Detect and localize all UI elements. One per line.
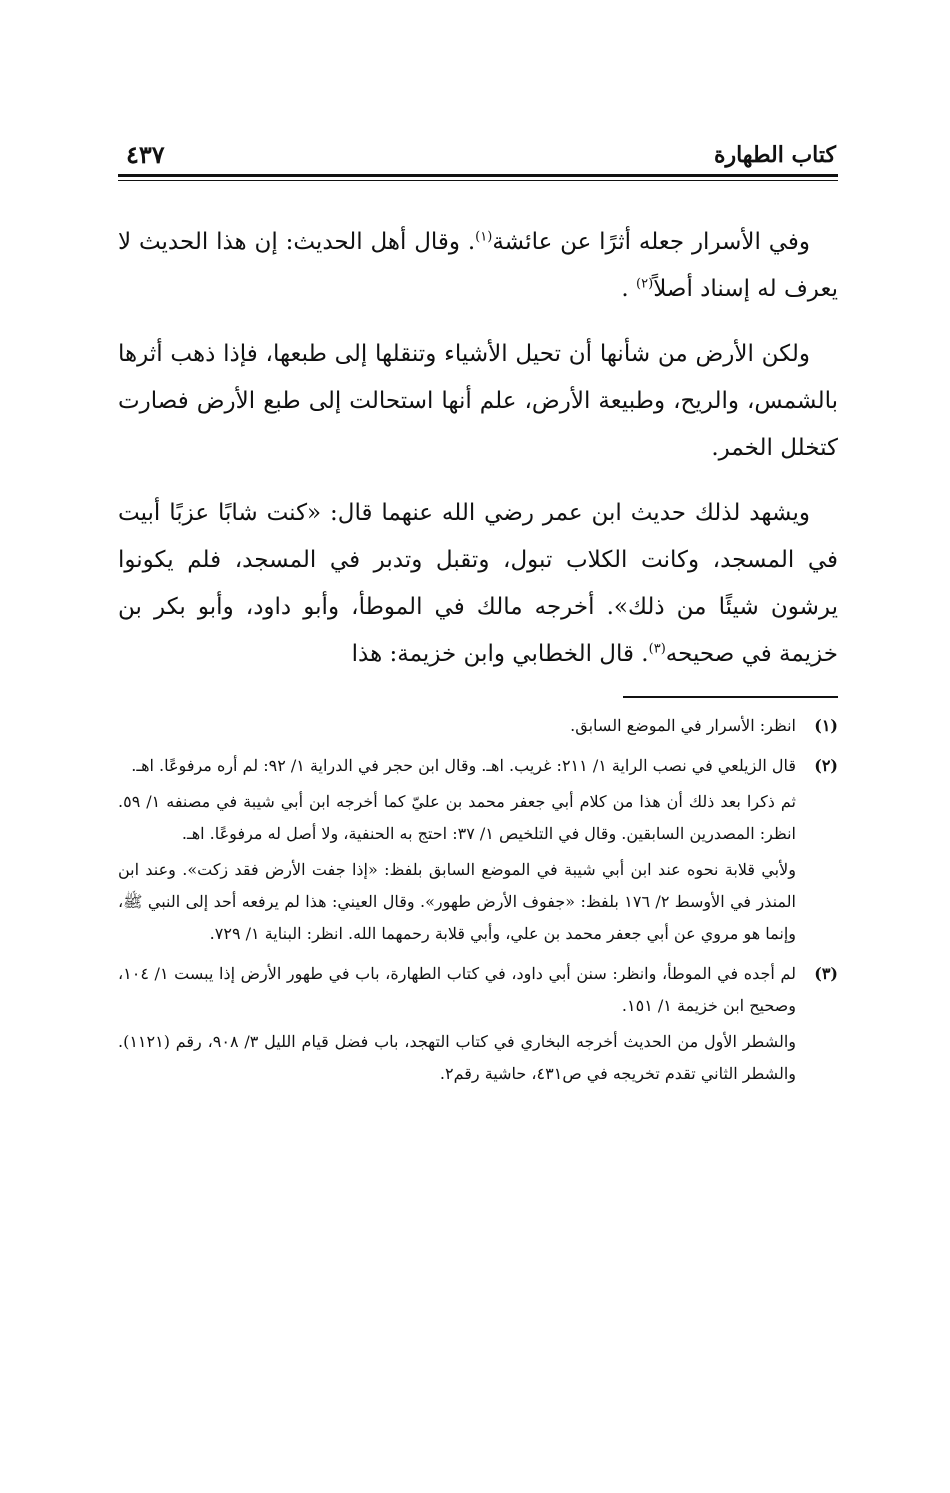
footnote-2 — [118, 750, 838, 954]
footnote-number: (٢) — [814, 756, 838, 775]
footnote-text: والشطر الأول من الحديث أخرجه البخاري في كتاب التهجد، باب فضل قيام الليل ٣/ ٩٠٨، رقم (١١٢١). والشطر الثاني تقدم تخريجه في ص٤٣١، حاشية رقم٢. — [118, 1032, 796, 1083]
footnote-text: ثم ذكرا بعد ذلك أن هذا من كلام أبي جعفر محمد بن عليّ كما أخرجه ابن أبي شيبة في مصنفه ١/ ٥٩. انظر: المصدرين السابقين. وقال في التلخيص ١/ ٣٧: احتج به الحنفية، ولا أصل له مرفوعًا. اهـ. — [118, 792, 796, 843]
header-rule-thin — [118, 180, 838, 181]
footnote-ref-3: (٣) — [648, 641, 666, 657]
footnote-text: قال الزيلعي في نصب الراية ١/ ٢١١: غريب. اهـ. وقال ابن حجر في الدراية ١/ ٩٢: لم أره مرفوعًا. اهـ. — [131, 756, 796, 775]
paragraph-3-text-a: ويشهد لذلك حديث ابن عمر رضي الله عنهما قال: «كنت شابًا عزبًا أبيت في المسجد، وكانت الكلاب تبول، وتقبل وتدبر في المسجد، فلم يكونوا يرشون شيئًا من ذلك». أخرجه مالك في الموطأ، وأبو داود، وأبو بكر بن خزيمة في صحيحه — [118, 500, 838, 667]
paragraph-3-text-b: . قال الخطابي وابن خزيمة: هذا — [351, 641, 649, 667]
footnotes — [118, 710, 838, 1094]
book-page — [118, 130, 838, 1098]
footnote-ref-2: (٢) — [636, 276, 654, 292]
footnote-body — [118, 750, 796, 954]
footnote-3 — [118, 958, 838, 1094]
footnote-body — [118, 958, 796, 1094]
header-rule-thick — [118, 174, 838, 177]
footnote-number: (٣) — [814, 964, 838, 983]
paragraph-1 — [118, 219, 838, 313]
footnote-1 — [118, 710, 838, 746]
running-header — [118, 130, 838, 174]
page-number: ٤٣٧ — [126, 140, 165, 169]
footnote-body — [118, 710, 796, 746]
footnote-separator — [623, 696, 838, 698]
paragraph-1-text-c: . — [621, 276, 637, 302]
main-text — [118, 219, 838, 678]
paragraph-2: ولكن الأرض من شأنها أن تحيل الأشياء وتنقلها إلى طبعها، فإذا ذهب أثرها بالشمس، والريح، وطبيعة الأرض، علم أنها استحالت إلى طبع الأرض فصارت كتخلل الخمر. — [118, 341, 838, 461]
footnote-text: انظر: الأسرار في الموضع السابق. — [570, 716, 796, 735]
footnote-text: ولأبي قلابة نحوه عند ابن أبي شيبة في الموضع السابق بلفظ: «إذا جفت الأرض فقد زكت». وعند ابن المنذر في الأوسط ٢/ ١٧٦ بلفظ: «جفوف الأرض طهور». وقال العيني: هذا لم يرفعه أحد إلى النبي ﷺ، وإنما هو مروي عن أبي جعفر محمد بن علي، وأبي قلابة رحمهما الله. انظر: البناية ١/ ٧٢٩. — [118, 860, 796, 943]
paragraph-3 — [118, 490, 838, 678]
footnote-ref-1: (١) — [475, 229, 493, 245]
paragraph-1-text-b: . وقال أهل الحديث: إن هذا الحديث لا يعرف له إسناد أصلاً — [118, 229, 838, 302]
chapter-title: كتاب الطهارة — [713, 142, 836, 168]
paragraph-1-text-a: وفي الأسرار جعله أثرًا عن عائشة — [492, 229, 811, 255]
footnote-number: (١) — [814, 716, 838, 735]
footnote-text: لم أجده في الموطأ، وانظر: سنن أبي داود، في كتاب الطهارة، باب في طهور الأرض إذا يبست ١/ ١٠٤، وصحيح ابن خزيمة ١/ ١٥١. — [118, 964, 796, 1015]
